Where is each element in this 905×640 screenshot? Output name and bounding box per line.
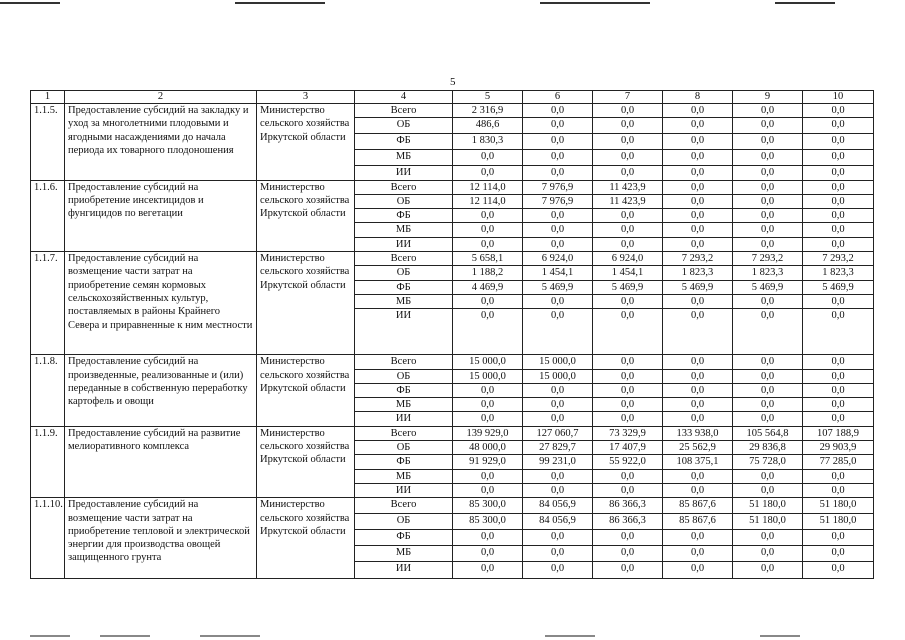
amount-cell: 0,0 [593, 237, 663, 251]
amount-cell: 0,0 [733, 369, 803, 383]
amount-cell: 12 114,0 [453, 180, 523, 194]
amount-cell: 0,0 [803, 398, 874, 412]
amount-cell: 0,0 [733, 150, 803, 166]
amount-cell: 0,0 [523, 562, 593, 579]
header-cell: 4 [355, 91, 453, 104]
amount-cell: 0,0 [453, 223, 523, 237]
amount-cell: 0,0 [733, 223, 803, 237]
amount-cell: 5 469,9 [523, 280, 593, 294]
amount-cell: 0,0 [523, 237, 593, 251]
amount-cell: 0,0 [733, 412, 803, 426]
amount-cell: 0,0 [523, 223, 593, 237]
amount-cell: 0,0 [593, 562, 663, 579]
measure-name: Предоставление субсидий на возмещение части затрат на приобретение тепловой и электрической энергии для производства овощей защищенного грунта [65, 498, 257, 579]
measure-name: Предоставление субсидий на развитие мелиоративного комплекса [65, 426, 257, 497]
amount-cell: 77 285,0 [803, 455, 874, 469]
amount-cell: 0,0 [593, 104, 663, 118]
amount-cell: 0,0 [663, 530, 733, 546]
amount-cell: 85 300,0 [453, 498, 523, 514]
amount-cell: 0,0 [733, 194, 803, 208]
amount-cell: 48 000,0 [453, 441, 523, 455]
amount-cell: 0,0 [663, 309, 733, 355]
funding-source: ОБ [355, 266, 453, 280]
amount-cell: 0,0 [523, 209, 593, 223]
measure-name: Предоставление субсидий на произведенные, реализованные и (или) переданные в собственную переработку картофель и овощи [65, 355, 257, 426]
amount-cell: 15 000,0 [523, 355, 593, 369]
amount-cell: 0,0 [733, 483, 803, 497]
amount-cell: 0,0 [803, 369, 874, 383]
amount-cell: 0,0 [733, 546, 803, 562]
amount-cell: 0,0 [663, 223, 733, 237]
funding-source: ФБ [355, 134, 453, 150]
amount-cell: 0,0 [523, 294, 593, 308]
amount-cell: 0,0 [593, 412, 663, 426]
header-cell: 1 [31, 91, 65, 104]
amount-cell: 0,0 [593, 355, 663, 369]
funding-source: ОБ [355, 118, 453, 134]
amount-cell: 0,0 [523, 166, 593, 180]
amount-cell: 0,0 [803, 134, 874, 150]
amount-cell: 25 562,9 [663, 441, 733, 455]
amount-cell: 0,0 [593, 469, 663, 483]
amount-cell: 2 316,9 [453, 104, 523, 118]
amount-cell: 0,0 [523, 150, 593, 166]
amount-cell: 0,0 [453, 398, 523, 412]
amount-cell: 0,0 [803, 118, 874, 134]
amount-cell: 15 000,0 [453, 369, 523, 383]
funding-source: ИИ [355, 237, 453, 251]
table-row [31, 252, 874, 266]
amount-cell: 7 293,2 [733, 252, 803, 266]
amount-cell: 0,0 [663, 398, 733, 412]
item-number: 1.1.6. [31, 180, 65, 251]
amount-cell: 0,0 [803, 546, 874, 562]
responsible-executor: Министерство сельского хозяйства Иркутской области [257, 180, 355, 251]
funding-source: ИИ [355, 309, 453, 355]
funding-source: ИИ [355, 562, 453, 579]
amount-cell: 29 903,9 [803, 441, 874, 455]
funding-source: МБ [355, 469, 453, 483]
amount-cell: 0,0 [453, 469, 523, 483]
amount-cell: 139 929,0 [453, 426, 523, 440]
amount-cell: 0,0 [663, 562, 733, 579]
amount-cell: 6 924,0 [523, 252, 593, 266]
amount-cell: 0,0 [733, 355, 803, 369]
amount-cell: 1 823,3 [733, 266, 803, 280]
amount-cell: 0,0 [593, 383, 663, 397]
amount-cell: 0,0 [663, 237, 733, 251]
amount-cell: 55 922,0 [593, 455, 663, 469]
responsible-executor: Министерство сельского хозяйства Иркутской области [257, 498, 355, 579]
amount-cell: 0,0 [803, 309, 874, 355]
funding-source: Всего [355, 180, 453, 194]
amount-cell: 11 423,9 [593, 180, 663, 194]
header-cell: 8 [663, 91, 733, 104]
amount-cell: 91 929,0 [453, 455, 523, 469]
amount-cell: 5 469,9 [663, 280, 733, 294]
amount-cell: 0,0 [663, 294, 733, 308]
amount-cell: 108 375,1 [663, 455, 733, 469]
amount-cell: 0,0 [803, 483, 874, 497]
amount-cell: 1 454,1 [523, 266, 593, 280]
amount-cell: 0,0 [803, 180, 874, 194]
funding-source: МБ [355, 546, 453, 562]
amount-cell: 86 366,3 [593, 514, 663, 530]
amount-cell: 51 180,0 [803, 498, 874, 514]
amount-cell: 0,0 [523, 118, 593, 134]
measure-name: Предоставление субсидий на приобретение инсектицидов и фунгицидов по вегетации [65, 180, 257, 251]
amount-cell: 0,0 [453, 237, 523, 251]
amount-cell: 0,0 [733, 562, 803, 579]
amount-cell: 0,0 [593, 483, 663, 497]
amount-cell: 0,0 [663, 383, 733, 397]
funding-source: МБ [355, 223, 453, 237]
funding-source: ОБ [355, 441, 453, 455]
amount-cell: 0,0 [733, 383, 803, 397]
funding-source: Всего [355, 252, 453, 266]
amount-cell: 0,0 [523, 134, 593, 150]
amount-cell: 0,0 [453, 562, 523, 579]
amount-cell: 0,0 [593, 118, 663, 134]
amount-cell: 0,0 [593, 134, 663, 150]
amount-cell: 85 300,0 [453, 514, 523, 530]
amount-cell: 0,0 [803, 355, 874, 369]
funding-source: Всего [355, 498, 453, 514]
funding-source: ФБ [355, 383, 453, 397]
amount-cell: 12 114,0 [453, 194, 523, 208]
amount-cell: 0,0 [803, 469, 874, 483]
amount-cell: 0,0 [523, 546, 593, 562]
amount-cell: 0,0 [803, 194, 874, 208]
scan-edge-bottom [0, 634, 905, 640]
funding-source: ФБ [355, 455, 453, 469]
amount-cell: 0,0 [593, 166, 663, 180]
amount-cell: 75 728,0 [733, 455, 803, 469]
amount-cell: 0,0 [803, 150, 874, 166]
amount-cell: 0,0 [663, 134, 733, 150]
amount-cell: 0,0 [663, 180, 733, 194]
table-row [31, 426, 874, 440]
amount-cell: 0,0 [593, 209, 663, 223]
amount-cell: 0,0 [453, 383, 523, 397]
funding-source: ОБ [355, 514, 453, 530]
funding-source: ИИ [355, 483, 453, 497]
amount-cell: 0,0 [453, 483, 523, 497]
header-cell: 6 [523, 91, 593, 104]
funding-source: ФБ [355, 280, 453, 294]
amount-cell: 0,0 [663, 166, 733, 180]
header-cell: 2 [65, 91, 257, 104]
funding-source: МБ [355, 398, 453, 412]
amount-cell: 29 836,8 [733, 441, 803, 455]
amount-cell: 0,0 [663, 118, 733, 134]
amount-cell: 0,0 [523, 483, 593, 497]
amount-cell: 0,0 [803, 383, 874, 397]
amount-cell: 15 000,0 [523, 369, 593, 383]
amount-cell: 0,0 [523, 412, 593, 426]
amount-cell: 0,0 [733, 530, 803, 546]
amount-cell: 0,0 [663, 546, 733, 562]
funding-source: Всего [355, 104, 453, 118]
funding-source: ИИ [355, 166, 453, 180]
amount-cell: 11 423,9 [593, 194, 663, 208]
amount-cell: 0,0 [523, 530, 593, 546]
amount-cell: 0,0 [663, 369, 733, 383]
amount-cell: 5 469,9 [593, 280, 663, 294]
amount-cell: 0,0 [733, 209, 803, 223]
amount-cell: 7 976,9 [523, 180, 593, 194]
amount-cell: 86 366,3 [593, 498, 663, 514]
budget-table [30, 90, 874, 579]
amount-cell: 0,0 [453, 412, 523, 426]
amount-cell: 4 469,9 [453, 280, 523, 294]
amount-cell: 0,0 [453, 530, 523, 546]
amount-cell: 5 469,9 [803, 280, 874, 294]
amount-cell: 85 867,6 [663, 498, 733, 514]
header-cell: 3 [257, 91, 355, 104]
funding-source: Всего [355, 426, 453, 440]
funding-source: ФБ [355, 530, 453, 546]
amount-cell: 0,0 [803, 412, 874, 426]
amount-cell: 0,0 [733, 166, 803, 180]
amount-cell: 99 231,0 [523, 455, 593, 469]
amount-cell: 6 924,0 [593, 252, 663, 266]
page-number: 5 [450, 76, 456, 88]
amount-cell: 7 976,9 [523, 194, 593, 208]
amount-cell: 0,0 [523, 469, 593, 483]
amount-cell: 51 180,0 [733, 498, 803, 514]
amount-cell: 5 469,9 [733, 280, 803, 294]
amount-cell: 7 293,2 [803, 252, 874, 266]
amount-cell: 0,0 [733, 398, 803, 412]
amount-cell: 0,0 [593, 398, 663, 412]
header-cell: 10 [803, 91, 874, 104]
amount-cell: 0,0 [733, 118, 803, 134]
amount-cell: 0,0 [593, 309, 663, 355]
amount-cell: 1 823,3 [663, 266, 733, 280]
amount-cell: 107 188,9 [803, 426, 874, 440]
amount-cell: 0,0 [663, 194, 733, 208]
table-row [31, 498, 874, 514]
amount-cell: 51 180,0 [733, 514, 803, 530]
amount-cell: 0,0 [733, 237, 803, 251]
responsible-executor: Министерство сельского хозяйства Иркутской области [257, 355, 355, 426]
amount-cell: 0,0 [453, 294, 523, 308]
amount-cell: 0,0 [733, 309, 803, 355]
funding-source: ИИ [355, 412, 453, 426]
amount-cell: 5 658,1 [453, 252, 523, 266]
measure-name: Предоставление субсидий на закладку и уход за многолетними плодовыми и ягодными насаждениями до начала периода их товарного плодоношения [65, 104, 257, 181]
amount-cell: 0,0 [733, 469, 803, 483]
amount-cell: 0,0 [453, 166, 523, 180]
amount-cell: 1 188,2 [453, 266, 523, 280]
funding-source: МБ [355, 294, 453, 308]
scan-edge-top [0, 0, 905, 6]
amount-cell: 51 180,0 [803, 514, 874, 530]
header-cell: 7 [593, 91, 663, 104]
amount-cell: 0,0 [523, 104, 593, 118]
item-number: 1.1.5. [31, 104, 65, 181]
header-cell: 9 [733, 91, 803, 104]
responsible-executor: Министерство сельского хозяйства Иркутской области [257, 426, 355, 497]
amount-cell: 0,0 [803, 294, 874, 308]
amount-cell: 0,0 [453, 150, 523, 166]
amount-cell: 0,0 [733, 180, 803, 194]
item-number: 1.1.9. [31, 426, 65, 497]
funding-source: ФБ [355, 209, 453, 223]
amount-cell: 73 329,9 [593, 426, 663, 440]
amount-cell: 0,0 [593, 150, 663, 166]
amount-cell: 0,0 [593, 223, 663, 237]
amount-cell: 0,0 [663, 483, 733, 497]
amount-cell: 27 829,7 [523, 441, 593, 455]
item-number: 1.1.7. [31, 252, 65, 355]
amount-cell: 0,0 [803, 104, 874, 118]
amount-cell: 0,0 [803, 209, 874, 223]
amount-cell: 15 000,0 [453, 355, 523, 369]
table-row [31, 104, 874, 118]
amount-cell: 0,0 [593, 530, 663, 546]
amount-cell: 7 293,2 [663, 252, 733, 266]
amount-cell: 0,0 [593, 294, 663, 308]
amount-cell: 0,0 [453, 546, 523, 562]
amount-cell: 1 454,1 [593, 266, 663, 280]
amount-cell: 84 056,9 [523, 514, 593, 530]
responsible-executor: Министерство сельского хозяйства Иркутской области [257, 252, 355, 355]
amount-cell: 486,6 [453, 118, 523, 134]
amount-cell: 1 830,3 [453, 134, 523, 150]
amount-cell: 0,0 [663, 355, 733, 369]
amount-cell: 84 056,9 [523, 498, 593, 514]
funding-source: ОБ [355, 369, 453, 383]
amount-cell: 0,0 [663, 412, 733, 426]
amount-cell: 0,0 [733, 294, 803, 308]
amount-cell: 0,0 [663, 150, 733, 166]
table-row [31, 180, 874, 194]
amount-cell: 0,0 [803, 166, 874, 180]
item-number: 1.1.8. [31, 355, 65, 426]
amount-cell: 1 823,3 [803, 266, 874, 280]
amount-cell: 17 407,9 [593, 441, 663, 455]
amount-cell: 0,0 [733, 104, 803, 118]
measure-name: Предоставление субсидий на возмещение части затрат на приобретение семян кормовых сельскохозяйственных культур, поставляемых в районы Крайнего Севера и приравненные к ним местности [65, 252, 257, 355]
amount-cell: 0,0 [523, 398, 593, 412]
header-cell: 5 [453, 91, 523, 104]
amount-cell: 85 867,6 [663, 514, 733, 530]
amount-cell: 0,0 [663, 209, 733, 223]
amount-cell: 127 060,7 [523, 426, 593, 440]
responsible-executor: Министерство сельского хозяйства Иркутской области [257, 104, 355, 181]
amount-cell: 0,0 [663, 104, 733, 118]
table-row [31, 355, 874, 369]
amount-cell: 133 938,0 [663, 426, 733, 440]
funding-source: ОБ [355, 194, 453, 208]
funding-source: Всего [355, 355, 453, 369]
amount-cell: 0,0 [523, 383, 593, 397]
amount-cell: 0,0 [593, 369, 663, 383]
funding-source: МБ [355, 150, 453, 166]
amount-cell: 0,0 [663, 469, 733, 483]
amount-cell: 0,0 [593, 546, 663, 562]
amount-cell: 0,0 [453, 209, 523, 223]
item-number: 1.1.10. [31, 498, 65, 579]
header-row [31, 91, 874, 104]
amount-cell: 0,0 [803, 562, 874, 579]
amount-cell: 0,0 [803, 530, 874, 546]
amount-cell: 105 564,8 [733, 426, 803, 440]
amount-cell: 0,0 [803, 223, 874, 237]
amount-cell: 0,0 [523, 309, 593, 355]
amount-cell: 0,0 [733, 134, 803, 150]
amount-cell: 0,0 [803, 237, 874, 251]
amount-cell: 0,0 [453, 309, 523, 355]
